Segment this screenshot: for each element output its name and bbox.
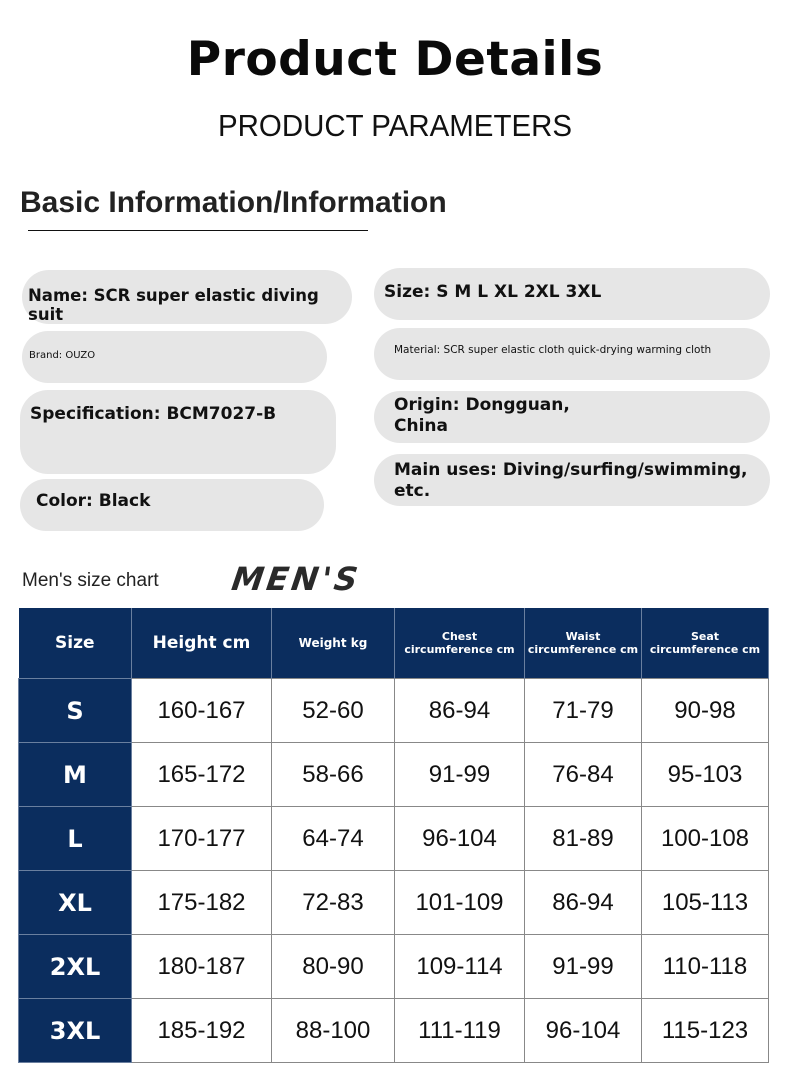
info-pill-color	[20, 479, 324, 531]
cell-chest: 109-114	[395, 935, 525, 999]
cell-weight: 88-100	[272, 999, 395, 1063]
cell-seat: 105-113	[642, 871, 769, 935]
cell-height: 180-187	[132, 935, 272, 999]
info-brand-text: Brand: OUZO	[29, 350, 96, 361]
info-origin-text: Origin: Dongguan,	[394, 395, 570, 415]
col-header-waist	[525, 608, 642, 679]
cell-seat: 115-123	[642, 999, 769, 1063]
col-header-seat-l1: Seat	[690, 630, 720, 643]
cell-weight: 72-83	[272, 871, 395, 935]
col-header-height: Height cm	[132, 608, 272, 679]
cell-chest: 96-104	[395, 807, 525, 871]
table-row	[19, 871, 769, 935]
info-origin-text-2: China	[394, 416, 448, 436]
table-row	[19, 743, 769, 807]
info-pill-origin	[374, 391, 770, 443]
cell-weight: 64-74	[272, 807, 395, 871]
row-size: 2XL	[19, 935, 132, 999]
cell-waist: 71-79	[525, 679, 642, 743]
info-pill-name	[22, 270, 352, 324]
col-header-chest-l2: circumference cm	[404, 643, 515, 656]
col-header-weight: Weight kg	[272, 608, 395, 679]
table-row	[19, 935, 769, 999]
info-pill-brand	[22, 331, 327, 383]
page-subtitle: PRODUCT PARAMETERS	[218, 108, 572, 143]
col-header-chest-l1: Chest	[441, 630, 478, 643]
cell-seat: 95-103	[642, 743, 769, 807]
col-header-seat-l2: circumference cm	[649, 643, 761, 656]
cell-waist: 81-89	[525, 807, 642, 871]
cell-seat: 90-98	[642, 679, 769, 743]
cell-weight: 80-90	[272, 935, 395, 999]
size-chart-table	[18, 608, 769, 1063]
cell-height: 160-167	[132, 679, 272, 743]
row-size: 3XL	[19, 999, 132, 1063]
cell-seat: 110-118	[642, 935, 769, 999]
cell-waist: 86-94	[525, 871, 642, 935]
col-header-seat	[642, 608, 769, 679]
cell-waist: 96-104	[525, 999, 642, 1063]
table-header-row	[19, 608, 769, 679]
info-material-text: Material: SCR super elastic cloth quick-drying warming cloth	[394, 344, 712, 356]
page-title: Product Details	[186, 32, 604, 87]
row-size: XL	[19, 871, 132, 935]
row-size: S	[19, 679, 132, 743]
cell-chest: 86-94	[395, 679, 525, 743]
heading-underline	[28, 230, 368, 231]
col-header-waist-l2: circumference cm	[527, 643, 639, 656]
row-size: L	[19, 807, 132, 871]
info-uses-text-2: etc.	[394, 481, 431, 501]
info-spec-text: Specification: BCM7027-B	[30, 404, 277, 424]
cell-seat: 100-108	[642, 807, 769, 871]
info-pill-specification	[20, 390, 336, 474]
info-name-text: Name: SCR super elastic diving suit	[28, 286, 319, 324]
cell-weight: 52-60	[272, 679, 395, 743]
cell-waist: 91-99	[525, 935, 642, 999]
table-row	[19, 679, 769, 743]
cell-chest: 101-109	[395, 871, 525, 935]
info-pill-material	[374, 328, 770, 380]
cell-height: 170-177	[132, 807, 272, 871]
cell-waist: 76-84	[525, 743, 642, 807]
info-color-text: Color: Black	[36, 491, 151, 511]
mens-badge: MEN'S	[229, 560, 363, 598]
cell-height: 165-172	[132, 743, 272, 807]
info-uses-text: Main uses: Diving/surfing/swimming,	[394, 460, 748, 480]
info-pill-size	[374, 268, 770, 320]
cell-chest: 91-99	[395, 743, 525, 807]
size-chart-label: Men's size chart	[22, 570, 159, 591]
row-size: M	[19, 743, 132, 807]
col-header-waist-l1: Waist	[565, 630, 601, 643]
cell-height: 175-182	[132, 871, 272, 935]
cell-height: 185-192	[132, 999, 272, 1063]
info-pill-main-uses	[374, 454, 770, 506]
table-row	[19, 807, 769, 871]
cell-chest: 111-119	[395, 999, 525, 1063]
table-row	[19, 999, 769, 1063]
basic-info-heading: Basic Information/Information	[20, 186, 447, 219]
col-header-chest	[395, 608, 525, 679]
col-header-size: Size	[19, 608, 132, 679]
cell-weight: 58-66	[272, 743, 395, 807]
info-size-text: Size: S M L XL 2XL 3XL	[384, 282, 602, 302]
